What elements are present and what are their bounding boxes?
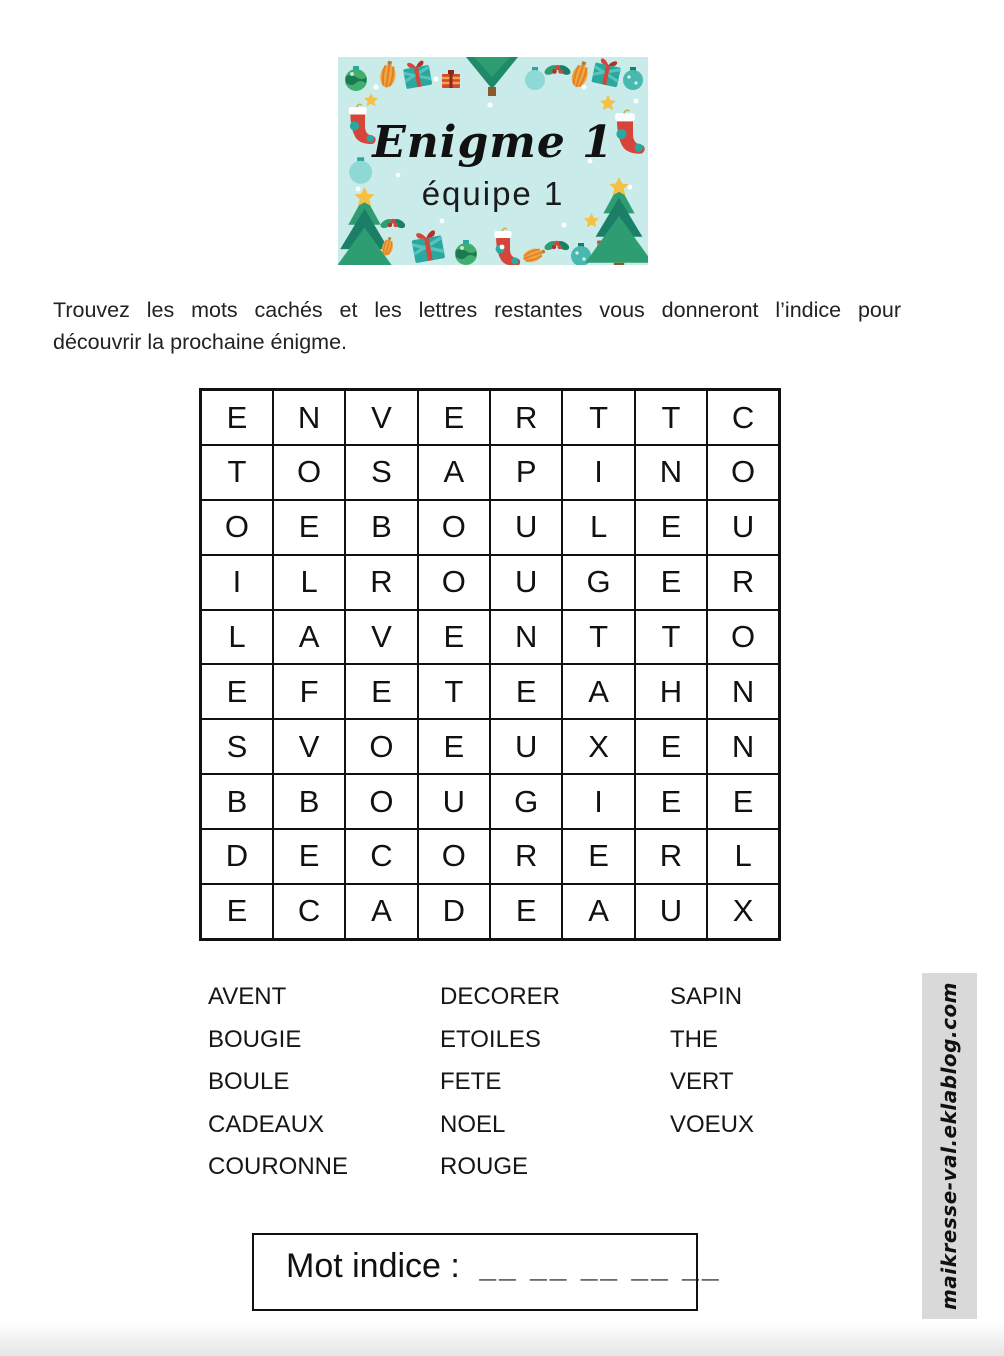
- grid-cell: H: [635, 664, 707, 719]
- grid-cell: U: [707, 500, 779, 555]
- grid-cell: U: [490, 719, 562, 774]
- grid-cell: U: [635, 884, 707, 940]
- grid-cell: R: [635, 829, 707, 884]
- grid-cell: V: [345, 610, 417, 665]
- grid-cell: A: [273, 610, 345, 665]
- instructions-line-1: Trouvez les mots cachés et les lettres restantes vous donneront l’indice pour: [53, 298, 901, 322]
- answer-blanks: __ __ __ __ __: [479, 1251, 722, 1284]
- word-item: VOEUX: [670, 1110, 755, 1138]
- grid-cell: R: [707, 555, 779, 610]
- grid-cell: T: [201, 445, 273, 500]
- grid-cell: S: [201, 719, 273, 774]
- answer-label: Mot indice :: [286, 1247, 460, 1285]
- grid-cell: R: [345, 555, 417, 610]
- grid-cell: L: [707, 829, 779, 884]
- grid-cell: O: [345, 774, 417, 829]
- word-item: DECORER: [440, 983, 561, 1010]
- grid-row: [201, 500, 780, 555]
- grid-cell: E: [273, 829, 345, 884]
- grid-cell: T: [635, 610, 707, 665]
- grid-cell: E: [490, 884, 562, 940]
- grid-cell: L: [562, 500, 634, 555]
- grid-cell: E: [562, 829, 634, 884]
- grid-cell: P: [490, 445, 562, 500]
- grid-cell: F: [273, 664, 345, 719]
- grid-cell: A: [418, 445, 490, 500]
- grid-cell: O: [345, 719, 417, 774]
- grid-cell: E: [418, 390, 490, 446]
- grid-cell: E: [418, 610, 490, 665]
- christmas-banner: [338, 57, 648, 265]
- grid-cell: R: [490, 829, 562, 884]
- word-item: AVENT: [208, 983, 287, 1010]
- page-edge-shadow: [0, 1322, 1004, 1356]
- grid-cell: X: [562, 719, 634, 774]
- grid-cell: O: [418, 555, 490, 610]
- grid-cell: C: [345, 829, 417, 884]
- grid-cell: N: [635, 445, 707, 500]
- word-item: BOUGIE: [208, 1025, 302, 1053]
- grid-cell: T: [418, 664, 490, 719]
- grid-cell: T: [635, 390, 707, 446]
- word-item: COURONNE: [208, 1153, 349, 1181]
- grid-cell: G: [490, 774, 562, 829]
- grid-cell: E: [273, 500, 345, 555]
- grid-cell: C: [273, 884, 345, 940]
- grid-cell: N: [490, 610, 562, 665]
- word-item: ROUGE: [440, 1153, 529, 1181]
- grid-row: [201, 774, 780, 829]
- grid-cell: E: [635, 774, 707, 829]
- word-item: BOULE: [208, 1068, 290, 1096]
- grid-cell: E: [490, 664, 562, 719]
- grid-cell: E: [635, 719, 707, 774]
- grid-cell: O: [418, 500, 490, 555]
- grid-row: [201, 829, 780, 884]
- grid-cell: O: [707, 610, 779, 665]
- grid-cell: E: [635, 500, 707, 555]
- grid-row: [201, 610, 780, 665]
- grid-cell: A: [562, 664, 634, 719]
- grid-cell: O: [273, 445, 345, 500]
- grid-cell: U: [490, 555, 562, 610]
- grid-cell: B: [201, 774, 273, 829]
- grid-row: [201, 555, 780, 610]
- word-item: CADEAUX: [208, 1110, 325, 1138]
- word-item: SAPIN: [670, 983, 743, 1010]
- watermark-strip: [922, 973, 977, 1319]
- banner-subtitle: équipe 1: [421, 175, 565, 212]
- grid-row: [201, 445, 780, 500]
- grid-cell: S: [345, 445, 417, 500]
- word-item: NOEL: [440, 1110, 506, 1138]
- grid-cell: E: [418, 719, 490, 774]
- instructions-line-2: découvrir la prochaine énigme.: [53, 330, 347, 354]
- grid-cell: T: [562, 610, 634, 665]
- grid-cell: G: [562, 555, 634, 610]
- grid-cell: E: [707, 774, 779, 829]
- grid-cell: V: [273, 719, 345, 774]
- grid-cell: N: [707, 664, 779, 719]
- grid-cell: O: [418, 829, 490, 884]
- instructions-text: [53, 294, 901, 358]
- grid-cell: T: [562, 390, 634, 446]
- grid-cell: I: [562, 774, 634, 829]
- answer-line: [286, 1247, 722, 1286]
- grid-cell: D: [418, 884, 490, 940]
- grid-body: [201, 390, 780, 940]
- grid-cell: V: [345, 390, 417, 446]
- word-item: VERT: [670, 1068, 734, 1096]
- grid-cell: O: [201, 500, 273, 555]
- grid-cell: D: [201, 829, 273, 884]
- word-item: ETOILES: [440, 1025, 541, 1053]
- grid-cell: L: [273, 555, 345, 610]
- word-item: THE: [670, 1025, 718, 1053]
- grid-cell: C: [707, 390, 779, 446]
- grid-cell: E: [345, 664, 417, 719]
- watermark-text: maikresse-val.eklablog.com: [937, 981, 962, 1311]
- grid-cell: I: [562, 445, 634, 500]
- grid-cell: A: [345, 884, 417, 940]
- answer-box: [252, 1233, 722, 1311]
- grid-cell: B: [273, 774, 345, 829]
- grid-cell: I: [201, 555, 273, 610]
- grid-row: [201, 664, 780, 719]
- grid-cell: E: [201, 664, 273, 719]
- grid-cell: E: [201, 390, 273, 446]
- grid-cell: U: [418, 774, 490, 829]
- word-list-column-1: [208, 979, 348, 1192]
- grid-cell: O: [707, 445, 779, 500]
- grid-cell: L: [201, 610, 273, 665]
- word-item: FETE: [440, 1068, 502, 1096]
- grid-cell: N: [273, 390, 345, 446]
- grid-cell: N: [707, 719, 779, 774]
- grid-row: [201, 719, 780, 774]
- grid-row: [201, 390, 780, 446]
- grid-cell: E: [201, 884, 273, 940]
- grid-cell: A: [562, 884, 634, 940]
- grid-cell: U: [490, 500, 562, 555]
- grid-cell: B: [345, 500, 417, 555]
- grid-cell: X: [707, 884, 779, 940]
- word-search-grid: [199, 388, 781, 941]
- grid-cell: E: [635, 555, 707, 610]
- word-list-column-3: [670, 979, 754, 1149]
- grid-row: [201, 884, 780, 940]
- word-list-column-2: [440, 979, 560, 1192]
- banner-title: Enigme 1: [372, 117, 614, 168]
- grid-cell: R: [490, 390, 562, 446]
